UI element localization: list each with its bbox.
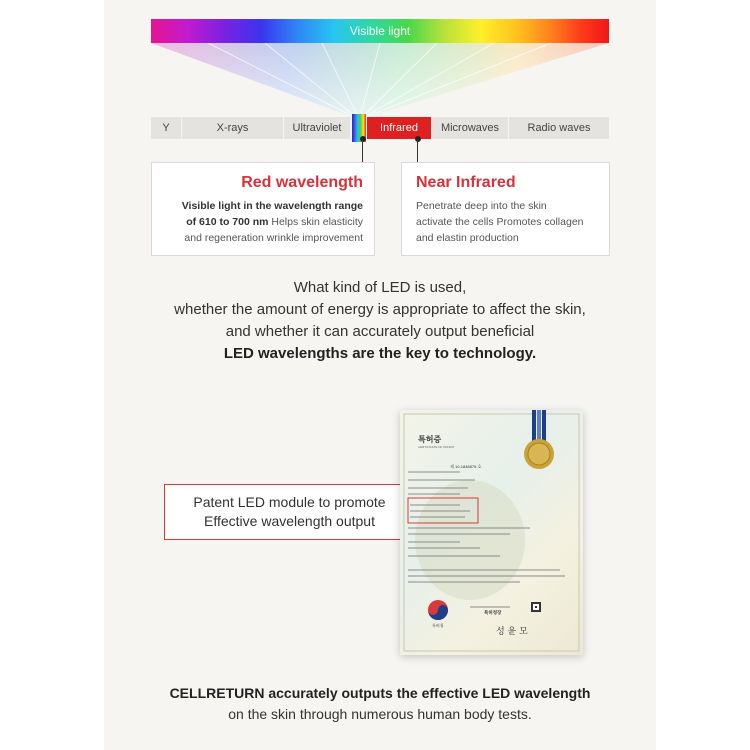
footer-text: CELLRETURN accurately outputs the effective LED wavelength on the skin through numerous human body tests. — [169, 685, 591, 722]
band-microwaves: Microwaves — [432, 117, 509, 139]
certificate-signature: 성 윤 모 — [496, 627, 528, 637]
certificate-issuer: 특허청장 — [484, 610, 502, 615]
nir-pointer-dot — [415, 136, 421, 142]
band-radio-waves: Radio waves — [509, 117, 609, 139]
band-y: Y — [151, 117, 182, 139]
intro-paragraph: What kind of LED is used, whether the amount of energy is appropriate to affect the skin, and whether it can accurately output beneficial LED wavelengths are the key to technology. — [174, 279, 586, 362]
red-wavelength-card — [151, 162, 375, 256]
red-pointer-dot — [360, 136, 366, 142]
patent-callout: Patent LED module to promote Effective wavelength output — [164, 484, 415, 540]
certificate-office: 특허청 — [432, 623, 444, 628]
light-beam — [151, 43, 609, 117]
band-xrays: X-rays — [182, 117, 284, 139]
em-spectrum-row — [151, 117, 609, 139]
certificate-patent-no: 제 10-1848875 호 — [450, 464, 482, 469]
near-infrared-text: Penetrate deep into the skin activate the cells Promotes collagen and elastin production — [416, 200, 584, 244]
certificate-title: 특허증 — [418, 435, 442, 444]
nir-pointer-line — [417, 139, 418, 162]
red-wavelength-title: Red wavelength — [241, 174, 363, 191]
red-pointer-line — [362, 139, 363, 162]
near-infrared-card — [401, 162, 610, 256]
patent-certificate — [400, 410, 583, 655]
certificate-subtitle: CERTIFICATE OF PATENT — [418, 445, 455, 449]
red-wavelength-text: Visible light in the wavelength range of 610 to 700 nm Helps skin elasticity and regeneration wrinkle improvement — [181, 200, 363, 244]
near-infrared-title: Near Infrared — [416, 174, 516, 191]
visible-light-label: Visible light — [349, 24, 411, 38]
band-infrared: Infrared — [367, 117, 432, 139]
band-ultraviolet: Ultraviolet — [284, 117, 351, 139]
